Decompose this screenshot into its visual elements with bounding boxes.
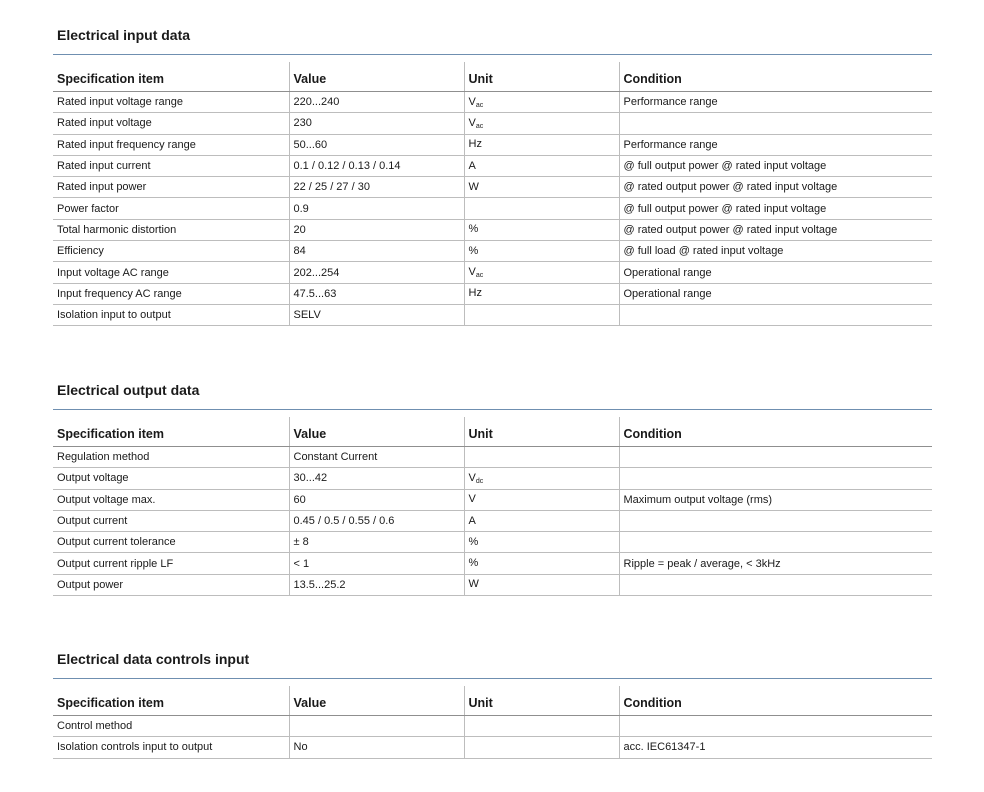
section-title: Electrical input data	[57, 27, 191, 43]
cell-value: No	[289, 737, 464, 758]
column-header-value: Value	[289, 686, 464, 716]
unit-symbol: V	[468, 116, 476, 129]
cell-unit	[464, 262, 619, 283]
cell-value: 50...60	[289, 134, 464, 155]
table-row	[53, 92, 932, 113]
cell-condition	[619, 447, 932, 468]
cell-spec: Regulation method	[53, 447, 289, 468]
table-row	[53, 447, 932, 468]
cell-condition	[619, 716, 932, 737]
table-row	[53, 134, 932, 155]
cell-unit	[464, 468, 619, 489]
cell-condition: Maximum output voltage (rms)	[619, 489, 932, 510]
column-header-condition: Condition	[619, 62, 932, 92]
cell-spec: Total harmonic distortion	[53, 219, 289, 240]
cell-unit	[464, 219, 619, 240]
column-header-unit: Unit	[464, 417, 619, 447]
section-divider	[53, 669, 932, 679]
cell-unit	[464, 177, 619, 198]
cell-value: 230	[289, 113, 464, 134]
cell-spec: Rated input voltage range	[53, 92, 289, 113]
cell-unit	[464, 510, 619, 531]
unit-symbol: %	[468, 223, 479, 236]
spec-table-output	[53, 417, 932, 596]
cell-value: 202...254	[289, 262, 464, 283]
cell-condition: @ full output power @ rated input voltage	[619, 155, 932, 176]
cell-condition: @ full load @ rated input voltage	[619, 241, 932, 262]
cell-value: SELV	[289, 304, 464, 325]
spec-table-input	[53, 62, 932, 326]
unit-subscript: ac	[475, 122, 484, 130]
cell-unit	[464, 574, 619, 595]
cell-value: < 1	[289, 553, 464, 574]
cell-unit	[464, 241, 619, 262]
cell-value	[289, 716, 464, 737]
cell-condition	[619, 532, 932, 553]
cell-value: 0.45 / 0.5 / 0.55 / 0.6	[289, 510, 464, 531]
cell-spec: Rated input current	[53, 155, 289, 176]
cell-spec: Control method	[53, 716, 289, 737]
cell-condition	[619, 510, 932, 531]
unit-symbol: V	[468, 95, 476, 108]
column-header-condition: Condition	[619, 686, 932, 716]
unit-symbol: V	[468, 471, 476, 484]
table-row	[53, 198, 932, 219]
table-row	[53, 113, 932, 134]
cell-condition: Operational range	[619, 262, 932, 283]
column-header-unit: Unit	[464, 686, 619, 716]
section-electrical-output-data	[53, 380, 932, 596]
cell-value: 220...240	[289, 92, 464, 113]
table-row	[53, 283, 932, 304]
cell-condition: @ rated output power @ rated input voltage	[619, 177, 932, 198]
table-row	[53, 510, 932, 531]
section-divider	[53, 400, 932, 410]
cell-value: 84	[289, 241, 464, 262]
table-header-row	[53, 686, 932, 716]
cell-spec: Output current	[53, 510, 289, 531]
unit-symbol: %	[468, 244, 479, 257]
cell-value: 47.5...63	[289, 283, 464, 304]
cell-unit	[464, 134, 619, 155]
section-title: Electrical output data	[57, 382, 200, 398]
cell-unit	[464, 489, 619, 510]
column-header-spec: Specification item	[53, 62, 289, 92]
cell-unit	[464, 155, 619, 176]
cell-spec: Power factor	[53, 198, 289, 219]
table-row	[53, 532, 932, 553]
column-header-value: Value	[289, 417, 464, 447]
cell-spec: Rated input voltage	[53, 113, 289, 134]
column-header-value: Value	[289, 62, 464, 92]
cell-condition	[619, 304, 932, 325]
cell-spec: Rated input power	[53, 177, 289, 198]
cell-value: 13.5...25.2	[289, 574, 464, 595]
unit-symbol: V	[468, 266, 476, 279]
cell-condition: Ripple = peak / average, < 3kHz	[619, 553, 932, 574]
cell-spec: Isolation controls input to output	[53, 737, 289, 758]
cell-spec: Output voltage max.	[53, 489, 289, 510]
unit-subscript: ac	[475, 101, 484, 109]
table-row	[53, 304, 932, 325]
unit-symbol: A	[468, 159, 476, 172]
cell-value: 0.9	[289, 198, 464, 219]
unit-symbol: %	[468, 557, 479, 570]
cell-value: 30...42	[289, 468, 464, 489]
column-header-spec: Specification item	[53, 686, 289, 716]
cell-spec: Input voltage AC range	[53, 262, 289, 283]
section-electrical-data-controls-input	[53, 649, 932, 759]
cell-condition: Performance range	[619, 92, 932, 113]
cell-unit	[464, 283, 619, 304]
unit-symbol: W	[468, 578, 479, 591]
unit-symbol: %	[468, 535, 479, 548]
table-row	[53, 489, 932, 510]
table-row	[53, 262, 932, 283]
cell-condition	[619, 574, 932, 595]
table-row	[53, 177, 932, 198]
cell-unit	[464, 304, 619, 325]
cell-condition	[619, 468, 932, 489]
table-row	[53, 553, 932, 574]
cell-condition: Performance range	[619, 134, 932, 155]
table-row	[53, 241, 932, 262]
table-header-row	[53, 417, 932, 447]
table-row	[53, 219, 932, 240]
unit-symbol: Hz	[468, 287, 482, 300]
cell-unit	[464, 198, 619, 219]
cell-value: 60	[289, 489, 464, 510]
cell-value: 20	[289, 219, 464, 240]
unit-symbol: V	[468, 493, 476, 506]
spec-table-controls	[53, 686, 932, 759]
column-header-unit: Unit	[464, 62, 619, 92]
cell-value: 22 / 25 / 27 / 30	[289, 177, 464, 198]
unit-subscript: dc	[475, 477, 484, 485]
cell-spec: Isolation input to output	[53, 304, 289, 325]
cell-condition: @ full output power @ rated input voltage	[619, 198, 932, 219]
table-row	[53, 737, 932, 758]
unit-symbol: Hz	[468, 138, 482, 151]
table-row	[53, 468, 932, 489]
cell-condition: @ rated output power @ rated input voltage	[619, 219, 932, 240]
cell-value: ± 8	[289, 532, 464, 553]
unit-symbol: A	[468, 514, 476, 527]
cell-condition	[619, 113, 932, 134]
cell-unit	[464, 737, 619, 758]
table-row	[53, 574, 932, 595]
column-header-condition: Condition	[619, 417, 932, 447]
cell-value: Constant Current	[289, 447, 464, 468]
cell-spec: Rated input frequency range	[53, 134, 289, 155]
cell-condition: acc. IEC61347-1	[619, 737, 932, 758]
cell-spec: Output current ripple LF	[53, 553, 289, 574]
cell-spec: Output current tolerance	[53, 532, 289, 553]
cell-spec: Input frequency AC range	[53, 283, 289, 304]
cell-unit	[464, 532, 619, 553]
cell-unit	[464, 92, 619, 113]
cell-condition: Operational range	[619, 283, 932, 304]
section-title: Electrical data controls input	[57, 651, 250, 667]
cell-spec: Efficiency	[53, 241, 289, 262]
table-header-row	[53, 62, 932, 92]
section-divider	[53, 45, 932, 55]
cell-value: 0.1 / 0.12 / 0.13 / 0.14	[289, 155, 464, 176]
table-row	[53, 716, 932, 737]
cell-spec: Output voltage	[53, 468, 289, 489]
cell-unit	[464, 113, 619, 134]
section-electrical-input-data	[53, 25, 932, 326]
cell-spec: Output power	[53, 574, 289, 595]
cell-unit	[464, 447, 619, 468]
cell-unit	[464, 716, 619, 737]
table-row	[53, 155, 932, 176]
unit-subscript: ac	[475, 272, 484, 280]
unit-symbol: W	[468, 180, 479, 193]
cell-unit	[464, 553, 619, 574]
column-header-spec: Specification item	[53, 417, 289, 447]
